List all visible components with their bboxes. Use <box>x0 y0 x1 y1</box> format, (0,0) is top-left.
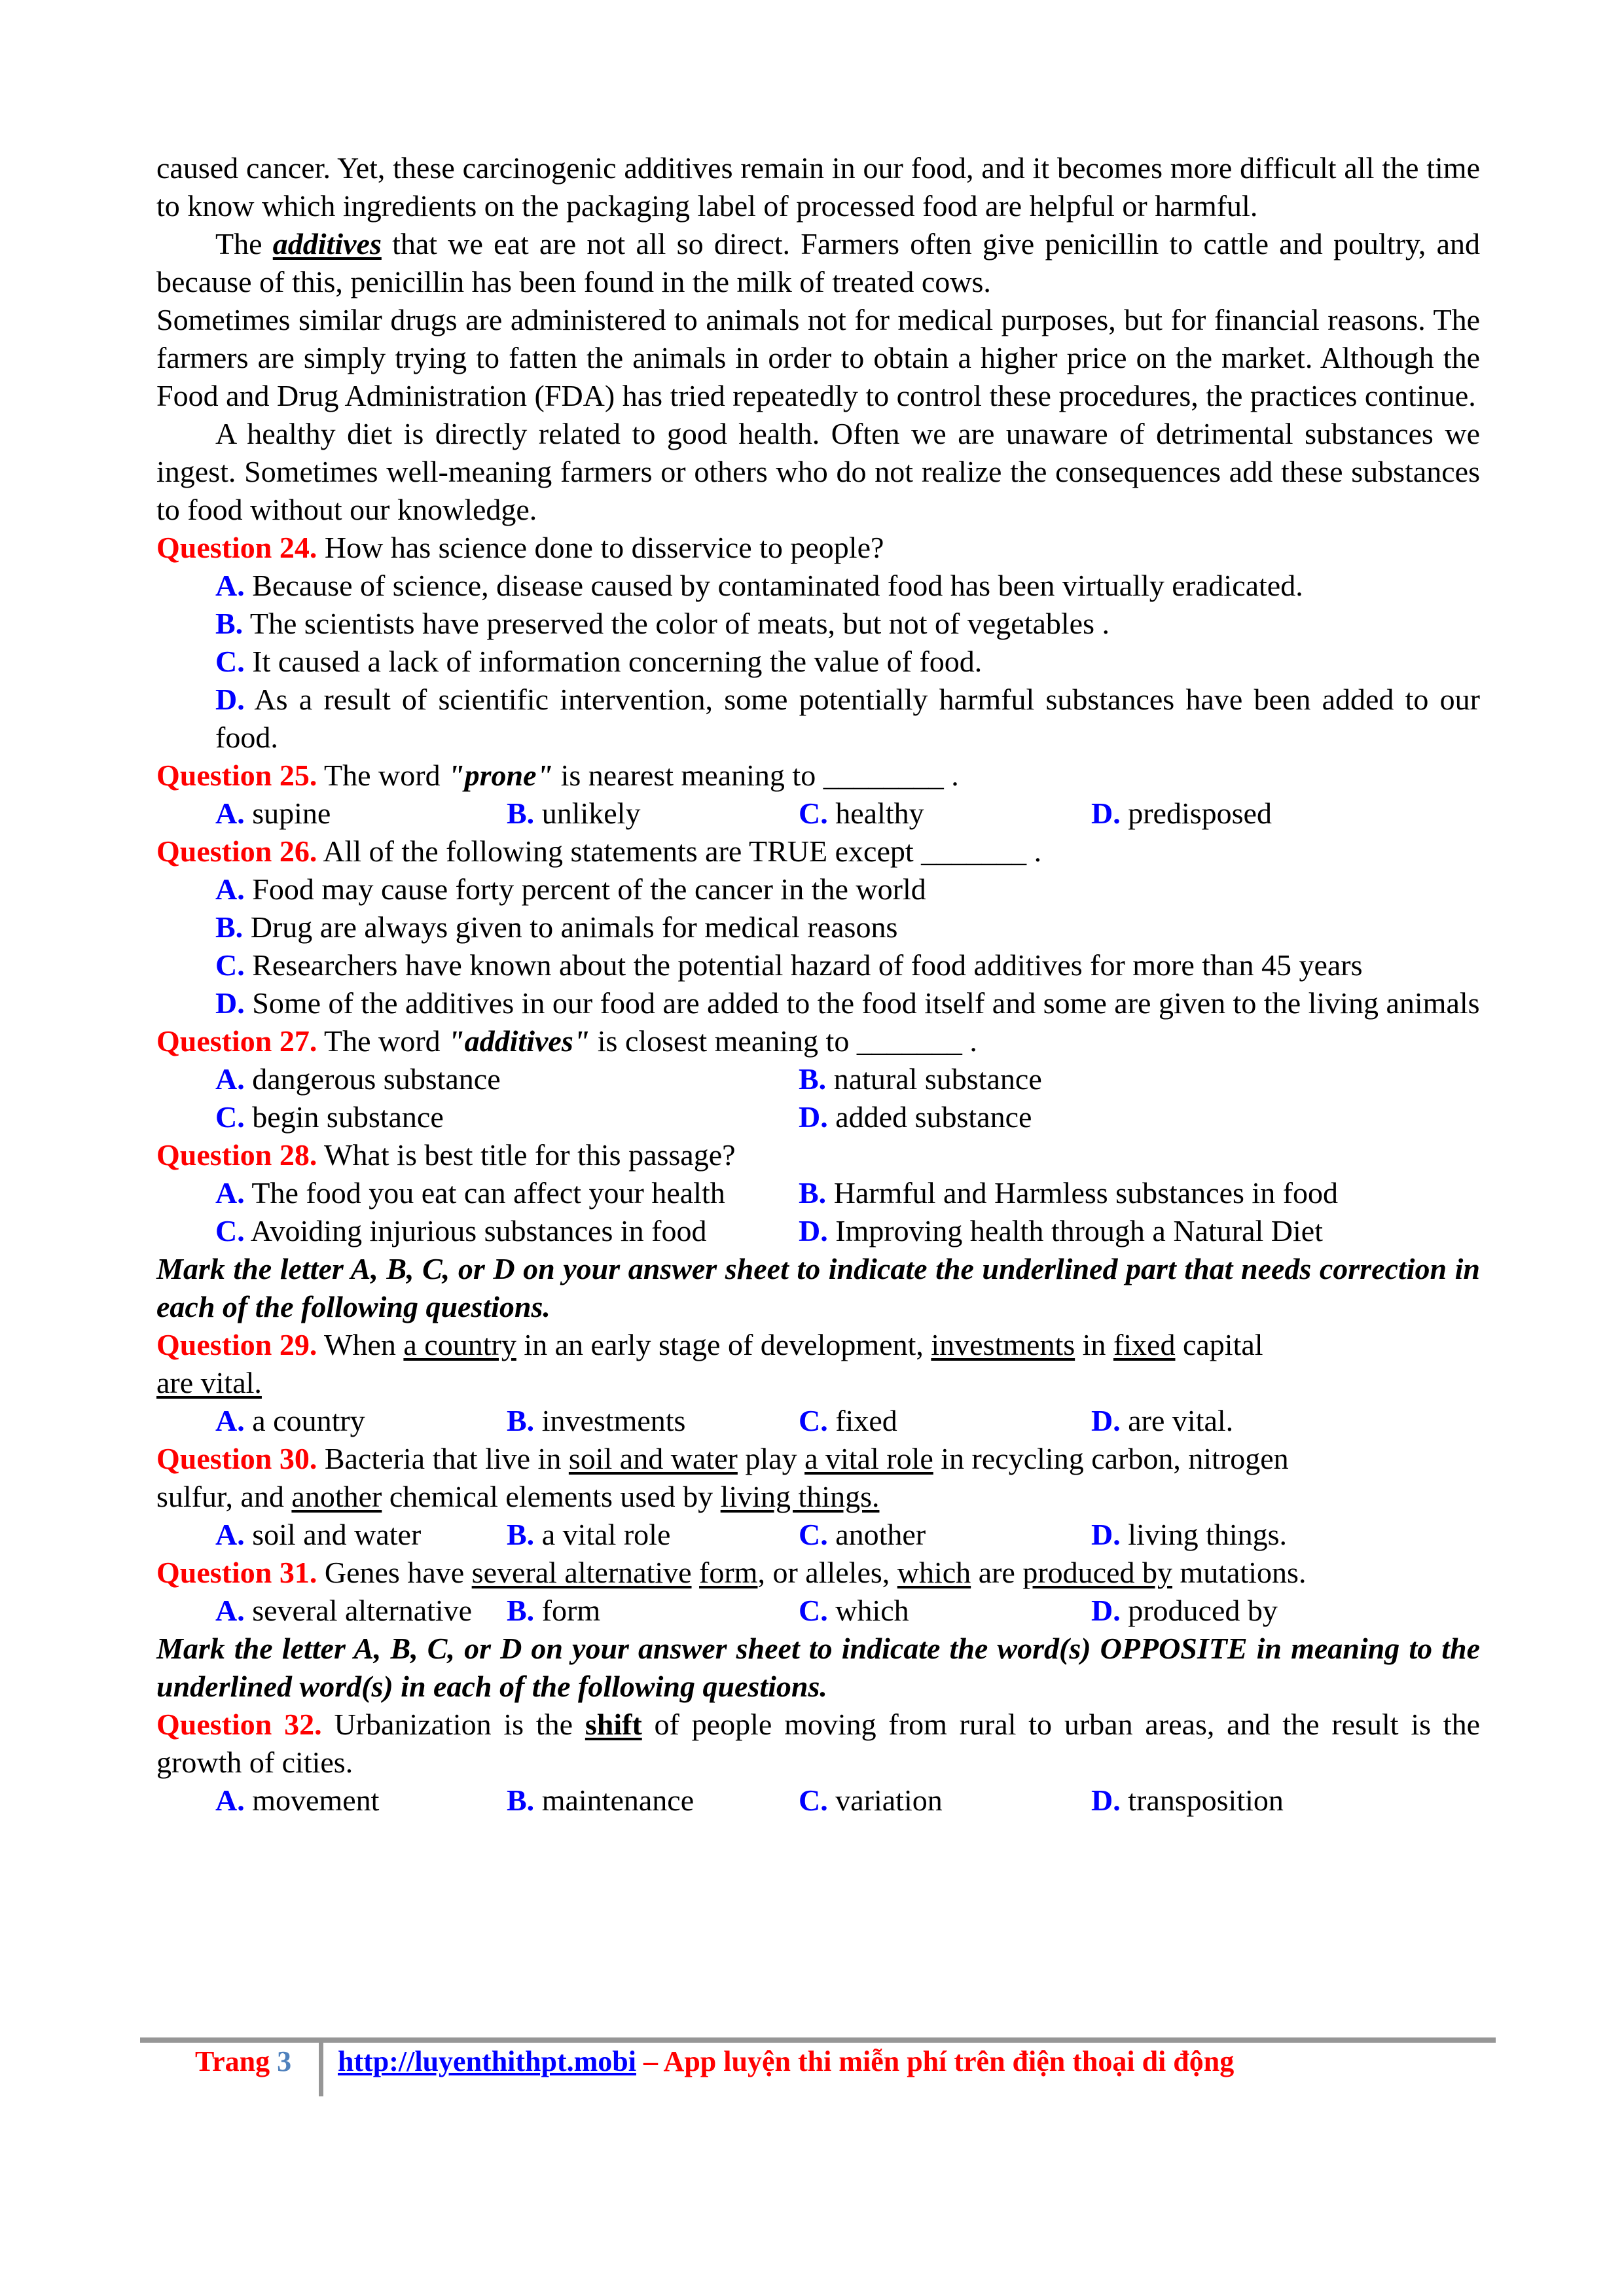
option-text: predisposed <box>1120 797 1272 830</box>
option-text: another <box>827 1518 926 1551</box>
answer-option[interactable] <box>1091 1782 1480 1820</box>
answer-options <box>156 870 1480 1022</box>
text-segment: in an early stage of development, <box>516 1328 931 1361</box>
question-item <box>156 1440 1480 1554</box>
answer-option[interactable] <box>215 1060 799 1098</box>
option-text: added substance <box>827 1100 1032 1134</box>
underlined-text: a vital role <box>804 1442 933 1475</box>
option-letter: C. <box>215 1100 245 1134</box>
option-letter: D. <box>799 1214 828 1247</box>
option-letter: B. <box>799 1176 827 1210</box>
option-text: living things. <box>1120 1518 1288 1551</box>
question-stem <box>156 1440 1480 1516</box>
question-stem <box>156 529 1480 567</box>
option-letter: B. <box>507 1518 535 1551</box>
option-letter: B. <box>215 910 244 944</box>
answer-option[interactable] <box>156 643 1480 681</box>
question-number: Question 30. <box>156 1442 317 1475</box>
text-segment: capital <box>1175 1328 1263 1361</box>
option-text: Harmful and Harmless substances in food <box>826 1176 1339 1210</box>
option-letter: C. <box>799 1404 828 1437</box>
option-letter: B. <box>507 1404 535 1437</box>
answer-options <box>156 1592 1480 1630</box>
underlined-text: soil and water <box>568 1442 738 1475</box>
answer-option[interactable] <box>1091 1402 1480 1440</box>
option-text: The scientists have preserved the color of meats, but not of vegetables . <box>243 607 1110 640</box>
option-letter: B. <box>507 1784 535 1817</box>
answer-option[interactable] <box>799 1516 1091 1554</box>
passage-paragraph <box>156 225 1480 301</box>
text-segment: The word <box>317 759 448 792</box>
option-letter: C. <box>799 1518 828 1551</box>
option-text: Because of science, disease caused by contaminated food has been virtually eradicated. <box>244 569 1303 602</box>
option-text: movement <box>244 1784 380 1817</box>
question-stem <box>156 1022 1480 1060</box>
option-text: variation <box>827 1784 943 1817</box>
option-text: Avoiding injurious substances in food <box>244 1214 707 1247</box>
option-letter: B. <box>507 797 535 830</box>
text-segment: , or alleles, <box>757 1556 897 1589</box>
option-letter: D. <box>1091 797 1121 830</box>
option-letter: A. <box>215 1404 245 1437</box>
answer-option[interactable] <box>215 1516 507 1554</box>
section-instruction: Mark the letter A, B, C, or D on your answer sheet to indicate the underlined part that needs correction in each of the following questions. <box>156 1252 1480 1323</box>
page-number <box>195 2042 291 2081</box>
answer-option[interactable] <box>1091 795 1480 833</box>
option-letter: B. <box>507 1594 535 1627</box>
question-stem <box>156 1136 1480 1174</box>
option-text: dangerous substance <box>244 1062 501 1096</box>
option-text: several alternative <box>244 1594 473 1627</box>
option-letter: A. <box>215 1176 245 1210</box>
document-body <box>156 149 1480 1820</box>
option-letter: C. <box>799 797 828 830</box>
passage-paragraph <box>156 149 1480 225</box>
option-letter: D. <box>215 986 245 1020</box>
passage-paragraph <box>156 415 1480 529</box>
question-stem <box>156 757 1480 795</box>
footer-vertical-divider <box>319 2043 323 2096</box>
question-number: Question 29. <box>156 1328 317 1361</box>
section-instruction: Mark the letter A, B, C, or D on your answer sheet to indicate the word(s) OPPOSITE in meaning to the underlined word(s) in each of the following questions. <box>156 1632 1480 1703</box>
answer-options <box>156 795 1480 833</box>
answer-option[interactable] <box>507 1402 799 1440</box>
question-number: Question 27. <box>156 1024 317 1058</box>
option-text: Improving health through a Natural Diet <box>827 1214 1323 1247</box>
answer-option[interactable] <box>215 1402 507 1440</box>
option-letter: D. <box>1091 1404 1121 1437</box>
text-segment: Genes have <box>317 1556 472 1589</box>
option-text: Researchers have known about the potential hazard of food additives for more than 45 years <box>244 948 1363 982</box>
text-segment: When <box>317 1328 404 1361</box>
text-segment: All of the following statements are TRUE except _______ . <box>317 834 1042 868</box>
text-segment: The word <box>317 1024 448 1058</box>
answer-option[interactable] <box>799 1060 1480 1098</box>
answer-option[interactable] <box>507 1516 799 1554</box>
underlined-text: which <box>897 1556 971 1589</box>
answer-option[interactable] <box>799 1098 1480 1136</box>
text-segment: Urbanization is the <box>321 1708 585 1741</box>
underlined-text: are vital. <box>156 1366 262 1399</box>
underlined-text: additives <box>272 227 382 260</box>
option-text: unlikely <box>534 797 641 830</box>
option-letter: B. <box>215 607 244 640</box>
answer-option[interactable] <box>156 681 1480 757</box>
option-letter: A. <box>215 569 245 602</box>
option-letter: C. <box>215 948 245 982</box>
answer-option[interactable] <box>156 567 1480 605</box>
question-item <box>156 1326 1480 1440</box>
answer-options <box>156 1516 1480 1554</box>
answer-option[interactable] <box>215 1098 799 1136</box>
option-letter: D. <box>1091 1518 1121 1551</box>
answer-option[interactable] <box>215 1782 507 1820</box>
answer-options <box>156 1402 1480 1440</box>
answer-option[interactable] <box>799 1402 1091 1440</box>
option-text: transposition <box>1120 1784 1284 1817</box>
option-text: Food may cause forty percent of the cancer in the world <box>244 872 926 906</box>
option-text: Drug are always given to animals for medical reasons <box>243 910 898 944</box>
footer-text <box>338 2042 1234 2081</box>
option-letter: D. <box>1091 1784 1121 1817</box>
answer-option[interactable] <box>156 908 1480 946</box>
underlined-text: investments <box>931 1328 1075 1361</box>
text-segment: that we eat are not all so direct. Farmers often give penicillin to cattle and poultry, and because of this, penicillin has been found in the milk of treated cows. <box>156 227 1480 298</box>
question-item <box>156 529 1480 757</box>
question-stem <box>156 1554 1480 1592</box>
option-letter: C. <box>215 1214 245 1247</box>
option-letter: A. <box>215 1784 245 1817</box>
text-segment: How has science done to disservice to people? <box>317 531 884 564</box>
option-text: healthy <box>827 797 924 830</box>
option-letter: C. <box>215 645 245 678</box>
text-segment: in recycling carbon, nitrogen <box>933 1442 1289 1475</box>
option-text: supine <box>244 797 331 830</box>
answer-option[interactable] <box>156 605 1480 643</box>
answer-option[interactable] <box>799 795 1091 833</box>
answer-option[interactable] <box>156 946 1480 984</box>
option-letter: A. <box>215 1518 245 1551</box>
underlined-text: fixed <box>1113 1328 1176 1361</box>
option-letter: A. <box>215 1062 245 1096</box>
answer-options <box>156 1060 1480 1136</box>
question-stem <box>156 1706 1480 1782</box>
question-number: Question 25. <box>156 759 317 792</box>
answer-option[interactable] <box>215 1212 799 1250</box>
option-text: form <box>534 1594 601 1627</box>
answer-option[interactable] <box>1091 1516 1480 1554</box>
answer-option[interactable] <box>215 1174 799 1212</box>
text-segment <box>692 1556 700 1589</box>
question-number: Question 32. <box>156 1708 322 1741</box>
question-item <box>156 1136 1480 1250</box>
question-number: Question 26. <box>156 834 317 868</box>
page-number-value: 3 <box>277 2045 292 2077</box>
passage-paragraph <box>156 301 1480 415</box>
option-letter: B. <box>799 1062 827 1096</box>
text-segment: A healthy diet is directly related to good health. Often we are unaware of detrimental substances we ingest. Sometimes well-meaning farmers or others who do not realize the consequences add these substances to food without our knowledge. <box>156 417 1480 526</box>
question-item <box>156 757 1480 833</box>
underlined-text: produced by <box>1022 1556 1172 1589</box>
option-letter: C. <box>799 1784 828 1817</box>
question-stem <box>156 1326 1480 1402</box>
question-item <box>156 833 1480 1022</box>
option-text: The food you eat can affect your health <box>244 1176 725 1210</box>
text-segment: in <box>1075 1328 1113 1361</box>
text-segment: What is best title for this passage? <box>317 1138 736 1172</box>
text-segment: "additives" <box>448 1024 590 1058</box>
question-stem <box>156 833 1480 870</box>
answer-option[interactable] <box>799 1174 1480 1212</box>
text-segment: mutations. <box>1172 1556 1307 1589</box>
answer-option[interactable] <box>156 870 1480 908</box>
underlined-text: a country <box>403 1328 516 1361</box>
option-text: maintenance <box>534 1784 695 1817</box>
answer-options <box>156 1782 1480 1820</box>
question-list <box>156 529 1480 1820</box>
answer-options <box>156 1174 1480 1250</box>
answer-option[interactable] <box>799 1592 1091 1630</box>
answer-option[interactable] <box>799 1212 1480 1250</box>
question-item <box>156 1554 1480 1630</box>
underlined-text: living things. <box>720 1480 880 1513</box>
option-text: It caused a lack of information concerning the value of food. <box>244 645 983 678</box>
option-letter: D. <box>799 1100 828 1134</box>
answer-option[interactable] <box>799 1782 1091 1820</box>
underlined-text: shift <box>585 1708 642 1741</box>
text-segment: is closest meaning to _______ . <box>590 1024 977 1058</box>
text-segment: chemical elements used by <box>382 1480 721 1513</box>
page-label: Trang <box>195 2045 278 2077</box>
question-item <box>156 1022 1480 1136</box>
text-segment: Bacteria that live in <box>317 1442 569 1475</box>
underlined-text: another <box>291 1480 382 1513</box>
website-link[interactable]: http://luyenthithpt.mobi <box>338 2045 636 2077</box>
text-segment: Sometimes similar drugs are administered to animals not for medical purposes, but for financial reasons. The farmers are simply trying to fatten the animals in order to obtain a higher price on the market. Although the Food and Drug Administration (FDA) has tried repeatedly to control these procedures, the practices continue. <box>156 303 1480 412</box>
option-text: are vital. <box>1120 1404 1234 1437</box>
option-text: fixed <box>827 1404 897 1437</box>
question-number: Question 28. <box>156 1138 317 1172</box>
text-segment: is nearest meaning to ________ . <box>553 759 959 792</box>
option-text: Some of the additives in our food are added to the food itself and some are given to the living animals <box>244 986 1480 1020</box>
text-segment: of people moving from rural to urban areas, and the result is the growth of cities. <box>156 1708 1481 1779</box>
text-segment: caused cancer. Yet, these carcinogenic additives remain in our food, and it becomes more difficult all the time to know which ingredients on the packaging label of processed food are helpful or harmful. <box>156 151 1480 223</box>
option-letter: D. <box>215 683 245 716</box>
question-number: Question 31. <box>156 1556 317 1589</box>
option-text: investments <box>534 1404 686 1437</box>
answer-option[interactable] <box>507 1592 799 1630</box>
text-segment: are <box>971 1556 1023 1589</box>
option-text: soil and water <box>244 1518 422 1551</box>
option-text: natural substance <box>826 1062 1042 1096</box>
option-letter: A. <box>215 797 245 830</box>
question-number: Question 24. <box>156 531 317 564</box>
answer-option[interactable] <box>215 795 507 833</box>
option-text: begin substance <box>244 1100 444 1134</box>
option-text: which <box>827 1594 909 1627</box>
text-segment: The <box>215 227 273 260</box>
option-letter: D. <box>1091 1594 1121 1627</box>
text-segment: play <box>737 1442 805 1475</box>
footer-tagline: – App luyện thi miễn phí trên điện thoại di động <box>636 2045 1235 2077</box>
answer-options <box>156 567 1480 757</box>
option-text: a country <box>244 1404 365 1437</box>
reading-passage <box>156 149 1480 529</box>
underlined-text: several alternative <box>471 1556 692 1589</box>
answer-option[interactable] <box>507 1782 799 1820</box>
answer-option[interactable] <box>156 984 1480 1022</box>
answer-option[interactable] <box>215 1592 507 1630</box>
option-letter: A. <box>215 1594 245 1627</box>
text-segment: "prone" <box>448 759 554 792</box>
option-letter: C. <box>799 1594 828 1627</box>
question-item <box>156 1706 1480 1820</box>
option-text: As a result of scientific intervention, some potentially harmful substances have been added to our food. <box>215 683 1480 754</box>
answer-option[interactable] <box>507 795 799 833</box>
option-text: a vital role <box>534 1518 671 1551</box>
option-text: produced by <box>1120 1594 1278 1627</box>
answer-option[interactable] <box>1091 1592 1480 1630</box>
option-letter: A. <box>215 872 245 906</box>
underlined-text: form <box>699 1556 758 1589</box>
text-segment: sulfur, and <box>156 1480 292 1513</box>
